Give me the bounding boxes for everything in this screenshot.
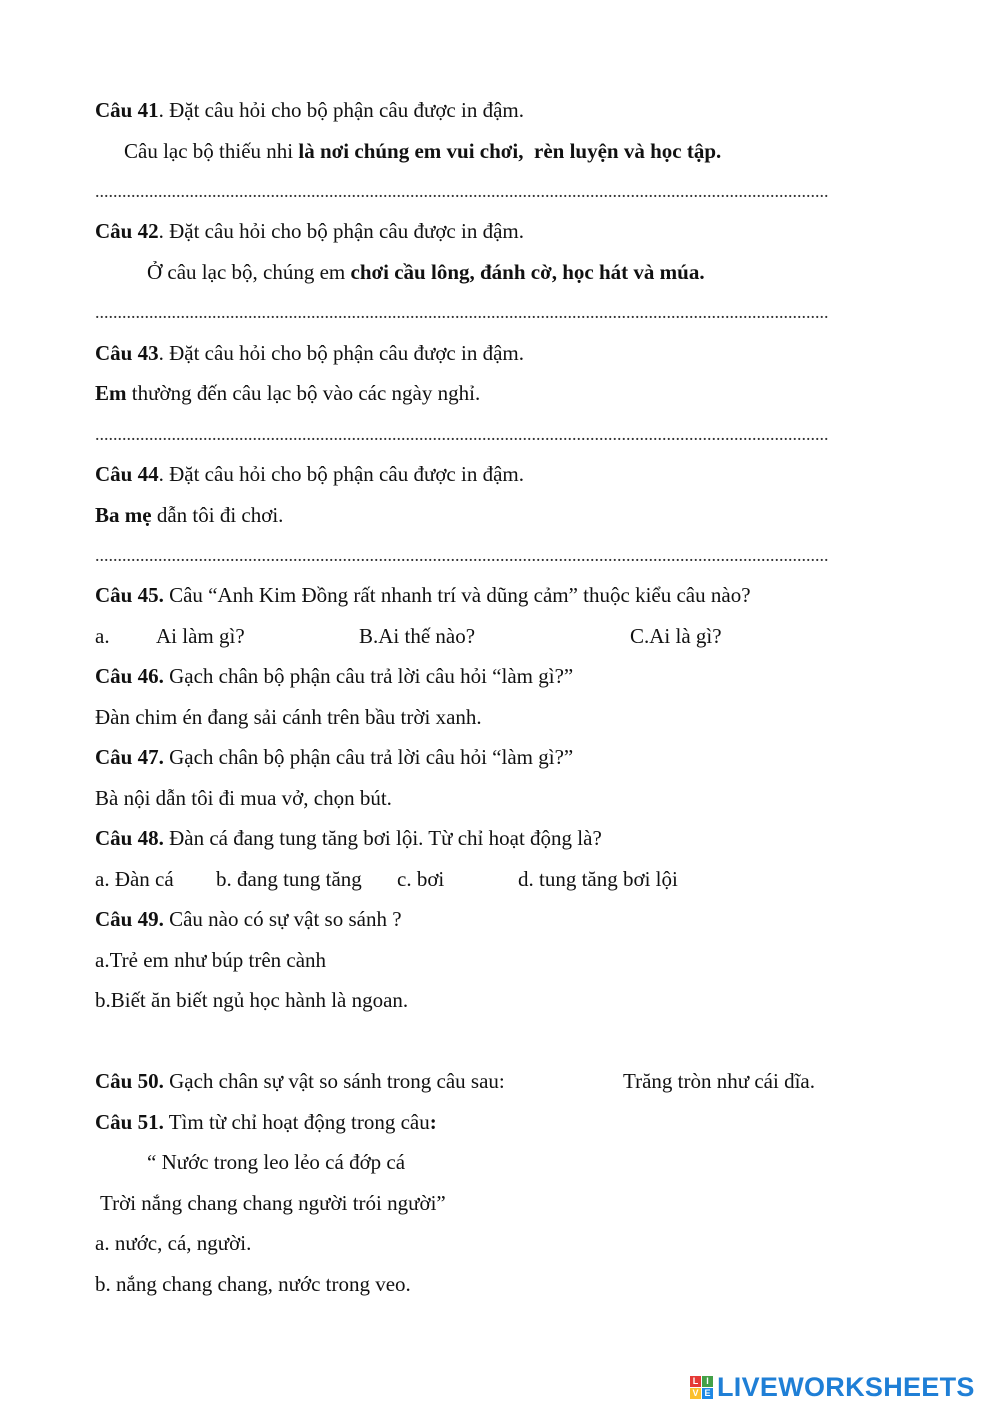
q48-option-d[interactable]: d. tung tăng bơi lội: [518, 867, 678, 891]
q44-answer-line[interactable]: ...................................................................................................................................................................: [95, 545, 829, 565]
q46-label: Câu 46.: [95, 664, 164, 688]
logo-mark-l: L: [690, 1376, 701, 1387]
q43-label: Câu 43: [95, 341, 159, 365]
q49-label: Câu 49.: [95, 907, 164, 931]
q49-option-b[interactable]: b.Biết ăn biết ngủ học hành là ngoan.: [95, 988, 409, 1012]
logo-text: LIVEWORKSHEETS: [717, 1371, 975, 1402]
q41-instruction: . Đặt câu hỏi cho bộ phận câu được in đậm.: [158, 98, 524, 122]
q50-label: Câu 50.: [95, 1069, 164, 1093]
q45-label: Câu 45.: [95, 583, 164, 607]
q47-title: [95, 744, 573, 770]
logo-mark-e: E: [702, 1388, 713, 1399]
q42-label: Câu 42: [95, 219, 159, 243]
q48-option-a[interactable]: a. Đàn cá: [95, 867, 174, 891]
q51-verse-2: Trời nắng chang chang người trói người”: [100, 1191, 446, 1215]
q51-label: Câu 51.: [95, 1110, 164, 1134]
q41-bold: là nơi chúng em vui chơi, rèn luyện và học tập.: [298, 139, 722, 163]
q41-answer-line[interactable]: ...................................................................................................................................................................: [95, 181, 829, 201]
q51-colon: :: [429, 1110, 437, 1134]
q42-sentence: [147, 259, 705, 285]
q45-title: [95, 582, 751, 608]
q44-label: Câu 44: [95, 462, 159, 486]
q49-question: Câu nào có sự vật so sánh ?: [163, 907, 402, 931]
q46-title: [95, 663, 573, 689]
q43-answer-line[interactable]: ...................................................................................................................................................................: [95, 424, 829, 444]
q43-instruction: . Đặt câu hỏi cho bộ phận câu được in đậm.: [158, 341, 524, 365]
q43-bold: Em: [95, 381, 127, 405]
q41-title: [95, 97, 524, 123]
q51-title: [95, 1109, 437, 1135]
q42-instruction: . Đặt câu hỏi cho bộ phận câu được in đậm.: [158, 219, 524, 243]
q44-plain: dẫn tôi đi chơi.: [151, 503, 284, 527]
q50-sentence[interactable]: Trăng tròn như cái dĩa.: [623, 1069, 815, 1093]
q41-label: Câu 41: [95, 98, 159, 122]
q47-question: Gạch chân bộ phận câu trả lời câu hỏi “làm gì?”: [163, 745, 574, 769]
q41-plain: Câu lạc bộ thiếu nhi: [124, 139, 299, 163]
q51-verse-1: “ Nước trong leo lẻo cá đớp cá: [147, 1150, 406, 1174]
q47-label: Câu 47.: [95, 745, 164, 769]
q49-option-a[interactable]: a.Trẻ em như búp trên cành: [95, 948, 327, 972]
q48-option-b[interactable]: b. đang tung tăng: [216, 867, 362, 891]
q43-title: [95, 340, 524, 366]
q42-plain: Ở câu lạc bộ, chúng em: [147, 260, 351, 284]
q41-sentence: [124, 138, 721, 164]
q43-sentence: [95, 380, 480, 406]
q45-question: Câu “Anh Kim Đồng rất nhanh trí và dũng cảm” thuộc kiểu câu nào?: [163, 583, 751, 607]
q48-option-c[interactable]: c. bơi: [397, 867, 445, 891]
q42-answer-line[interactable]: ...................................................................................................................................................................: [95, 302, 829, 322]
q48-question: Đàn cá đang tung tăng bơi lội. Từ chỉ hoạt động là?: [163, 826, 602, 850]
logo-mark-i: I: [702, 1376, 713, 1387]
q46-sentence[interactable]: Đàn chim én đang sải cánh trên bầu trời xanh.: [95, 705, 482, 729]
liveworksheets-logo: [690, 1372, 975, 1402]
q50-question: Gạch chân sự vật so sánh trong câu sau:: [163, 1069, 505, 1093]
q42-bold: chơi cầu lông, đánh cờ, học hát và múa.: [350, 260, 705, 284]
q43-plain: thường đến câu lạc bộ vào các ngày nghỉ.: [126, 381, 481, 405]
q45-option-b[interactable]: B.Ai thế nào?: [359, 624, 476, 648]
q48-title: [95, 825, 602, 851]
q51-question: Tìm từ chỉ hoạt động trong câu: [163, 1110, 430, 1134]
q45-option-a-letter[interactable]: a.: [95, 624, 110, 648]
q42-title: [95, 218, 524, 244]
q44-instruction: . Đặt câu hỏi cho bộ phận câu được in đậm.: [158, 462, 524, 486]
q47-sentence[interactable]: Bà nội dẫn tôi đi mua vở, chọn bút.: [95, 786, 392, 810]
q48-label: Câu 48.: [95, 826, 164, 850]
q44-sentence: [95, 502, 283, 528]
q45-option-c[interactable]: C.Ai là gì?: [630, 624, 722, 648]
logo-mark-icon: [690, 1376, 713, 1399]
q44-title: [95, 461, 524, 487]
logo-mark-v: V: [690, 1388, 701, 1399]
q49-title: [95, 906, 402, 932]
q50-title: [95, 1068, 505, 1094]
q51-option-a[interactable]: a. nước, cá, người.: [95, 1231, 252, 1255]
q44-bold: Ba mẹ: [95, 503, 152, 527]
q45-option-a[interactable]: Ai làm gì?: [156, 624, 245, 648]
q46-question: Gạch chân bộ phận câu trả lời câu hỏi “làm gì?”: [163, 664, 574, 688]
q51-option-b[interactable]: b. nắng chang chang, nước trong veo.: [95, 1272, 411, 1296]
